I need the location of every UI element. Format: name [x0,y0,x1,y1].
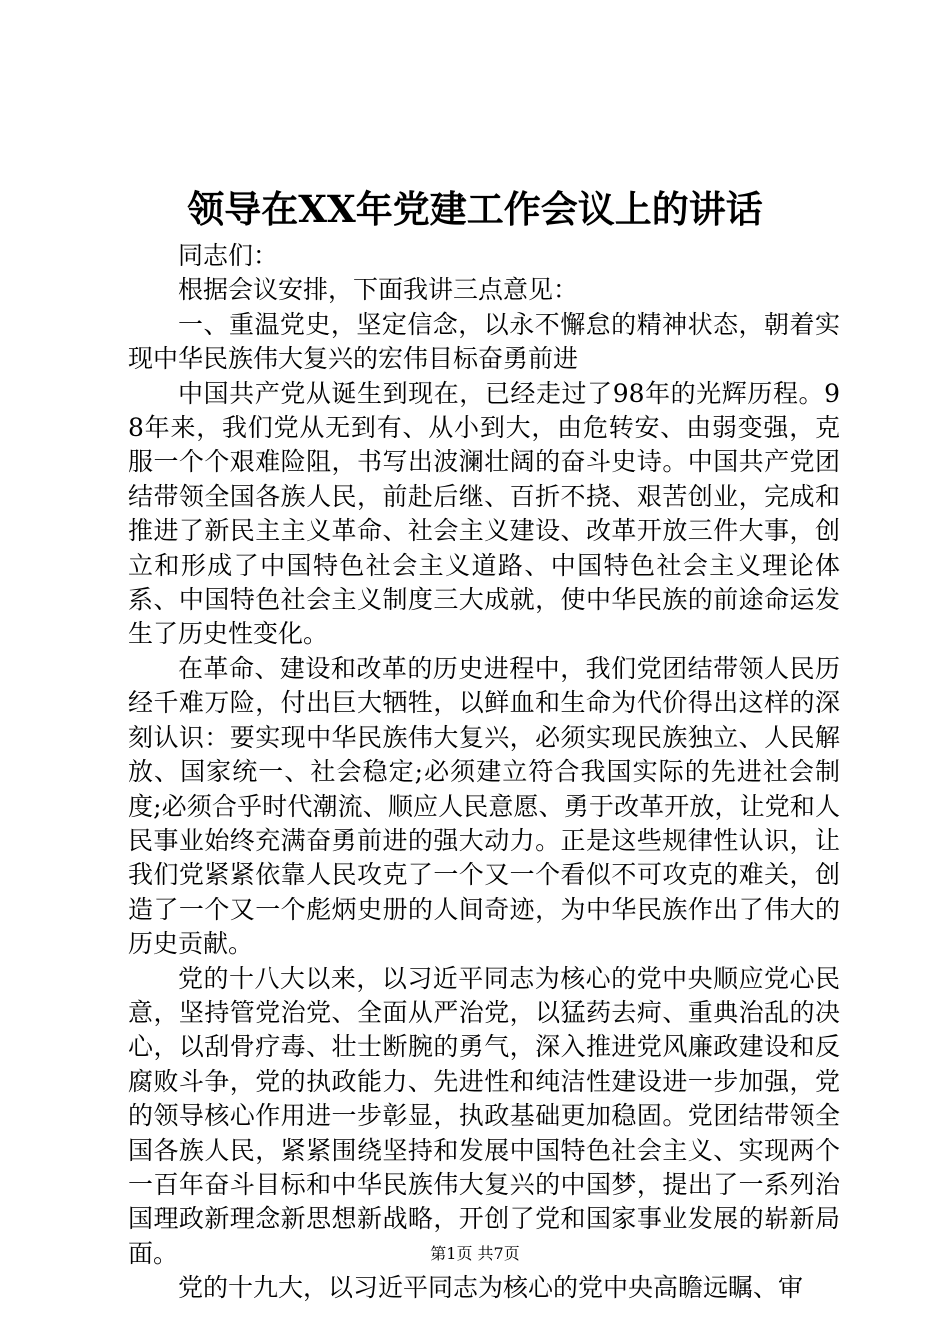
paragraph-salutation: 同志们： [178,241,279,270]
section-heading-one: 一、重温党史，坚定信念，以永不懈怠的精神状态，朝着实现中华民族伟大复兴的宏伟目标奋勇前进 [128,309,840,374]
document-body [128,239,840,1306]
paragraph-nineteenth-congress: 党的十九大，以习近平同志为核心的党中央高瞻远瞩、审 [178,1273,804,1303]
page-indicator: 第1页 共7页 [430,1244,520,1263]
paragraph-eighteenth-congress: 党的十八大以来，以习近平同志为核心的党中央顺应党心民意，坚持管党治党、全面从严治党，以猛药去疴、重典治乱的决心，以刮骨疗毒、壮士断腕的勇气，深入推进党风廉政建设和反腐败斗争，党的执政能力、先进性和纯洁性建设进一步加强，党的领导核心作用进一步彰显，执政基础更加稳固。党团结带领全国各族人民，紧紧围绕坚持和发展中国特色社会主义、实现两个一百年奋斗目标和中华民族伟大复兴的中国梦，提出了一系列治国理政新理念新思想新战略，开创了党和国家事业发展的崭新局面。 [128,963,840,1268]
paragraph-revolution: 在革命、建设和改革的历史进程中，我们党团结带领人民历经千难万险，付出巨大牺牲，以鲜血和生命为代价得出这样的深刻认识：要实现中华民族伟大复兴，必须实现民族独立、人民解放、国家统一、社会稳定;必须建立符合我国实际的先进社会制度;必须合乎时代潮流、顺应人民意愿、勇于改革开放，让党和人民事业始终充满奋勇前进的强大动力。正是这些规律性认识，让我们党紧紧依靠人民攻克了一个又一个看似不可攻克的难关，创造了一个又一个彪炳史册的人间奇迹，为中华民族作出了伟大的历史贡献。 [128,653,840,959]
paragraph-intro: 根据会议安排，下面我讲三点意见： [178,275,579,305]
document-title: 领导在XX年党建工作会议上的讲话 [187,187,763,231]
paragraph-history: 中国共产党从诞生到现在，已经走过了98年的光辉历程。98年来，我们党从无到有、从小到大，由危转安、由弱变强，克服一个个艰难险阻，书写出波澜壮阔的奋斗史诗。中国共产党团结带领全国各族人民，前赴后继、百折不挠、艰苦创业，完成和推进了新民主主义革命、社会主义建设、改革开放三件大事，创立和形成了中国特色社会主义道路、中国特色社会主义理论体系、中国特色社会主义制度三大成就，使中华民族的前途命运发生了历史性变化。 [128,378,840,649]
page-footer [0,1242,950,1266]
